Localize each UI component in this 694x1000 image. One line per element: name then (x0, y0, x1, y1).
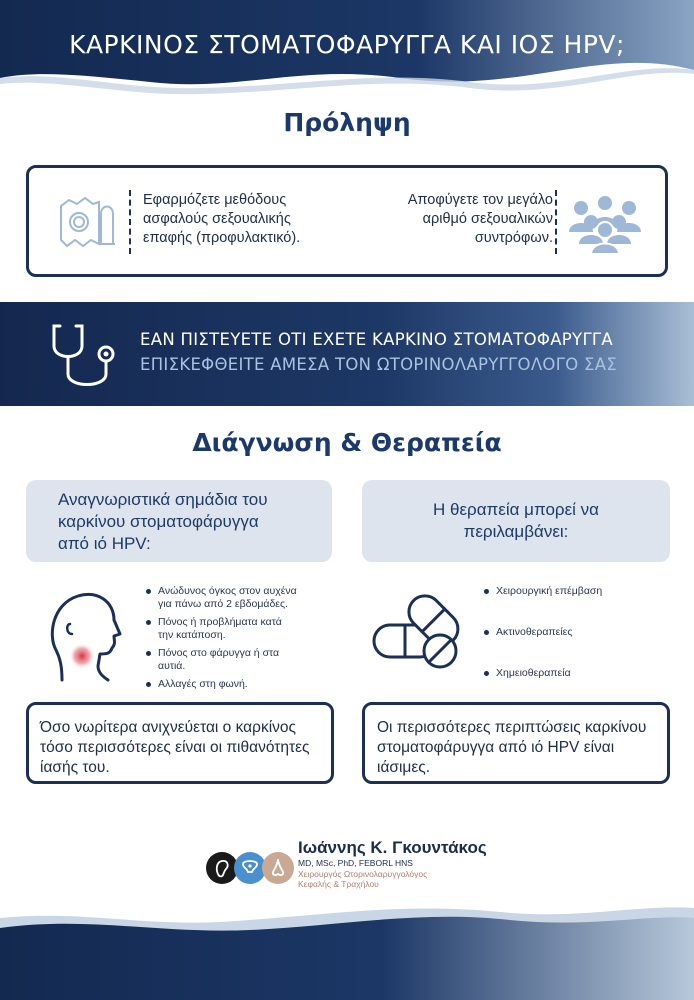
treatment-item: Ακτινοθεραπείες (482, 626, 662, 639)
treatment-card-text (362, 499, 670, 543)
author-role-line1: Χειρουργός Ωτορινολαρυγγολόγος (298, 869, 428, 879)
curable-line: στοματοφάρυγγα από ιό HPV είναι (377, 739, 615, 756)
prevention-box (26, 165, 668, 277)
banner-line2: ΕΠΙΣΚΕΦΘΕΙΤΕ ΑΜΕΣΑ ΤΟΝ ΩΤΟΡΙΝΟΛΑΡΥΓΓΟΛΟΓΟ ΣΑΣ (140, 355, 618, 374)
treatment-list (482, 585, 662, 685)
treatment-card-line: Η θεραπεία μπορεί να (433, 500, 599, 519)
banner-line1: ΕΑΝ ΠΙΣΤΕΥΕΤΕ ΟΤΙ ΕΧΕΤΕ ΚΑΡΚΙΝΟ ΣΤΟΜΑΤΟΦΑΡΥΓΓΑ (140, 330, 614, 349)
curable-line: ιάσιμες. (377, 759, 431, 776)
curable-line: Οι περισσότερες περιπτώσεις καρκίνου (377, 719, 647, 736)
page-title: ΚΑΡΚΙΝΟΣ ΣΤΟΜΑΤΟΦΑΡΥΓΓΑ ΚΑΙ ΙΟΣ HPV; (69, 30, 625, 59)
divider-left (129, 190, 131, 254)
header-banner (0, 0, 694, 110)
sign-line: Ανώδυνος όγκος στον αυχένα (158, 585, 297, 597)
prevention-right-line: αριθμό σεξουαλικών (422, 211, 553, 227)
sign-item (144, 678, 344, 691)
early-detection-text (40, 718, 309, 778)
footer-wave (0, 890, 694, 1000)
diagnosis-title: Διάγνωση & Θεραπεία (192, 428, 502, 457)
sign-line: Πόνος στο φάρυγγα ή στα (158, 647, 280, 659)
signs-list (144, 585, 344, 696)
stethoscope-icon (46, 322, 130, 394)
signs-card-line: καρκίνου στοματοφάρυγγα (58, 512, 259, 531)
sign-item (144, 616, 344, 642)
signs-card-line: Αναγνωριστικά σημάδια του (58, 490, 268, 509)
divider-right (555, 190, 557, 254)
early-line: ίασής του. (40, 759, 110, 776)
treatment-item: Χειρουργική επέμβαση (482, 585, 662, 598)
author-role-line2: Κεφαλής & Τραχήλου (298, 879, 379, 889)
prevention-right-line: Αποφύγετε τον μεγάλο (407, 192, 553, 208)
condom-icon (55, 192, 119, 252)
sign-line: Αλλαγές στη φωνή. (158, 678, 248, 690)
sign-line: αυτιά. (158, 660, 186, 672)
signs-card-text (58, 489, 268, 555)
sign-line: την κατάποση. (158, 629, 226, 641)
pills-icon (370, 585, 470, 675)
curable-text (377, 718, 646, 778)
prevention-right-line: συντρόφων. (474, 230, 553, 246)
sign-item (144, 647, 344, 673)
treatment-card-line: περιλαμβάνει: (463, 522, 569, 541)
author-name: Ιωάννης Κ. Γκουντάκος (298, 838, 487, 857)
early-line: Όσο νωρίτερα ανιχνεύεται ο καρκίνος (40, 719, 296, 736)
early-line: τόσο περισσότερες είναι οι πιθανότητες (40, 739, 310, 756)
prevention-left-text (143, 191, 300, 248)
head-profile-icon (40, 584, 130, 684)
prevention-title: Πρόληψη (283, 108, 411, 137)
signs-card-line: από ιό HPV: (58, 534, 151, 553)
group-people-icon (567, 192, 643, 254)
nose-icon (262, 852, 294, 884)
prevention-left-line: ασφαλούς σεξουαλικής (143, 211, 291, 227)
prevention-left-line: Εφαρμόζετε μεθόδους (143, 192, 287, 208)
prevention-left-line: επαφής (προφυλακτικό). (143, 230, 301, 246)
author-credentials: MD, MSc, PhD, FEBORL HNS (298, 858, 413, 868)
sign-line: Πόνος ή προβλήματα κατά (158, 616, 282, 628)
sign-line: για πάνω από 2 εβδομάδες. (158, 598, 288, 610)
treatment-item: Χημειοθεραπεία (482, 667, 662, 680)
sign-item (144, 585, 344, 611)
prevention-right-text (408, 191, 553, 248)
